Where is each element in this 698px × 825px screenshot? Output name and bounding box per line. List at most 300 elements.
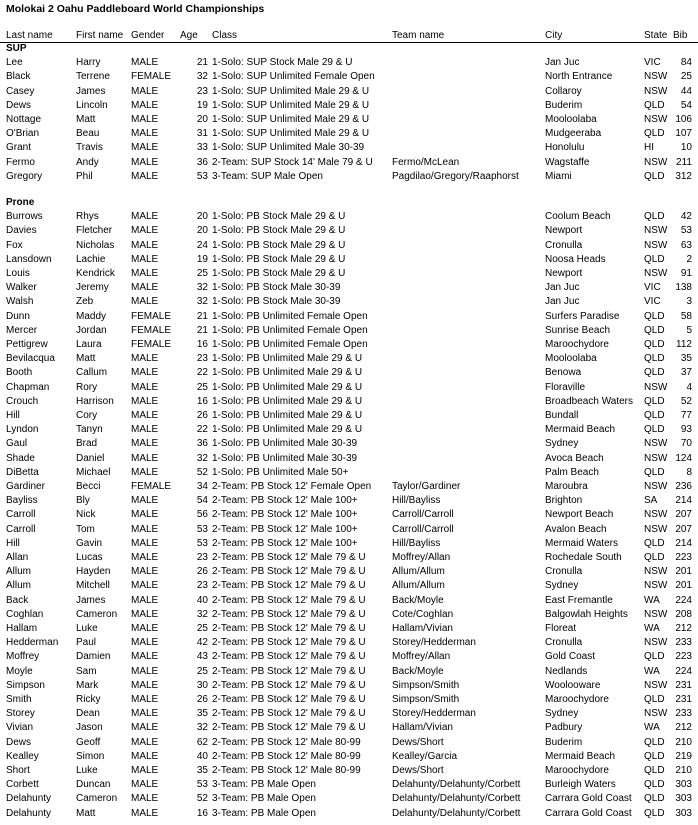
cell-city: Sydney xyxy=(545,438,579,450)
cell-city: Sydney xyxy=(545,708,579,720)
cell-city: Benowa xyxy=(545,367,582,379)
cell-last-name: Pettigrew xyxy=(6,339,48,350)
cell-gender: MALE xyxy=(131,452,159,464)
cell-class: 1-Solo: PB Stock Male 29 & U xyxy=(212,211,346,223)
cell-city: Cronulla xyxy=(545,566,583,578)
cell-age: 35 xyxy=(196,765,208,776)
table-row xyxy=(0,494,698,508)
cell-team-name: Delahunty/Delahunty/Corbett xyxy=(392,793,521,805)
cell-first-name: Jordan xyxy=(76,324,107,336)
table-row xyxy=(0,99,698,113)
cell-class: 1-Solo: PB Unlimited Male 29 & U xyxy=(212,395,363,407)
cell-state: VIC xyxy=(644,282,661,294)
cell-state: NSW xyxy=(644,509,668,521)
cell-last-name: Lansdown xyxy=(6,253,52,265)
cell-class: 3-Team: SUP Male Open xyxy=(212,170,323,182)
cell-class: 3-Team: PB Male Open xyxy=(212,807,316,819)
cell-team-name: Dews/Short xyxy=(392,736,444,748)
cell-last-name: Moffrey xyxy=(6,651,40,663)
cell-first-name: Matt xyxy=(76,114,96,125)
cell-state: NSW xyxy=(644,239,668,251)
cell-state: VIC xyxy=(644,296,661,308)
cell-first-name: Matt xyxy=(76,807,96,819)
cell-last-name: Crouch xyxy=(6,395,39,407)
cell-bib: 58 xyxy=(680,310,692,322)
table-row xyxy=(0,736,698,750)
cell-first-name: Duncan xyxy=(76,779,111,791)
cell-bib: 4 xyxy=(686,381,692,393)
cell-class: 3-Team: PB Male Open xyxy=(212,779,316,791)
cell-city: Carrara Gold Coast xyxy=(545,807,632,819)
cell-bib: 303 xyxy=(675,793,692,805)
cell-class: 1-Solo: PB Unlimited Male 29 & U xyxy=(212,410,363,421)
cell-last-name: Grant xyxy=(6,142,32,154)
table-row xyxy=(0,466,698,480)
cell-state: NSW xyxy=(644,708,668,720)
cell-state: NSW xyxy=(644,156,668,168)
cell-class: 2-Team: PB Stock 12' Male 100+ xyxy=(212,509,358,521)
cell-team-name: Simpson/Smith xyxy=(392,694,460,705)
table-row xyxy=(0,792,698,806)
cell-last-name: Fox xyxy=(6,239,23,251)
table-row xyxy=(0,281,698,295)
cell-age: 40 xyxy=(196,594,208,606)
cell-gender: MALE xyxy=(131,552,159,563)
cell-city: Mermaid Beach xyxy=(545,750,616,762)
cell-bib: 138 xyxy=(675,282,692,294)
cell-age: 16 xyxy=(196,339,208,350)
cell-first-name: Bly xyxy=(76,495,90,507)
table-row xyxy=(0,508,698,522)
cell-bib: 303 xyxy=(675,807,692,819)
cell-age: 25 xyxy=(196,623,208,634)
cell-bib: 214 xyxy=(675,537,692,549)
table-row xyxy=(0,267,698,281)
cell-state: NSW xyxy=(644,268,668,279)
table-row xyxy=(0,551,698,565)
cell-last-name: Carroll xyxy=(6,523,36,535)
table-row xyxy=(0,636,698,650)
cell-class: 1-Solo: SUP Unlimited Male 29 & U xyxy=(212,99,370,111)
cell-age: 32 xyxy=(196,282,208,294)
cell-city: Maroochydore xyxy=(545,694,609,705)
cell-first-name: Matt xyxy=(76,353,96,365)
cell-first-name: Michael xyxy=(76,466,111,478)
cell-class: 2-Team: PB Stock 12' Female Open xyxy=(212,481,372,492)
cell-city: Noosa Heads xyxy=(545,253,606,265)
table-row xyxy=(0,807,698,821)
cell-age: 30 xyxy=(196,679,208,691)
cell-first-name: Dean xyxy=(76,708,100,720)
table-row xyxy=(0,452,698,466)
cell-gender: MALE xyxy=(131,779,159,791)
cell-city: Brighton xyxy=(545,495,583,507)
table-row xyxy=(0,141,698,155)
cell-state: NSW xyxy=(644,679,668,691)
cell-first-name: Gavin xyxy=(76,537,103,549)
cell-bib: 303 xyxy=(675,779,692,791)
cell-bib: 5 xyxy=(686,324,692,336)
cell-age: 53 xyxy=(196,537,208,549)
cell-first-name: Mark xyxy=(76,679,99,691)
cell-first-name: Rory xyxy=(76,381,98,393)
cell-last-name: Gardiner xyxy=(6,481,45,492)
cell-first-name: Terrene xyxy=(76,71,110,83)
table-row xyxy=(0,156,698,170)
cell-age: 16 xyxy=(196,395,208,407)
cell-team-name: Taylor/Gardiner xyxy=(392,481,461,492)
cell-state: QLD xyxy=(644,253,665,265)
table-row xyxy=(0,113,698,127)
cell-city: Floraville xyxy=(545,381,586,393)
cell-state: VIC xyxy=(644,57,661,69)
cell-class: 2-Team: PB Stock 12' Male 79 & U xyxy=(212,694,366,705)
cell-class: 2-Team: PB Stock 12' Male 79 & U xyxy=(212,594,366,606)
table-row xyxy=(0,778,698,792)
cell-age: 32 xyxy=(196,608,208,620)
cell-first-name: Fletcher xyxy=(76,225,113,237)
cell-city: Cronulla xyxy=(545,239,583,251)
cell-age: 53 xyxy=(196,523,208,535)
cell-state: NSW xyxy=(644,580,668,592)
cell-class: 1-Solo: PB Stock Male 29 & U xyxy=(212,239,346,251)
cell-class: 2-Team: PB Stock 12' Male 79 & U xyxy=(212,665,366,677)
cell-first-name: Maddy xyxy=(76,310,107,322)
cell-gender: FEMALE xyxy=(131,339,172,350)
cell-gender: MALE xyxy=(131,509,159,521)
cell-last-name: Booth xyxy=(6,367,33,379)
cell-first-name: Nicholas xyxy=(76,239,115,251)
table-row xyxy=(0,579,698,593)
section-heading: SUP xyxy=(6,43,27,54)
cell-city: Jan Juc xyxy=(545,296,580,308)
cell-last-name: Delahunty xyxy=(6,807,52,819)
cell-bib: 52 xyxy=(680,395,692,407)
cell-age: 32 xyxy=(196,71,208,83)
table-row xyxy=(0,423,698,437)
table-row xyxy=(0,750,698,764)
cell-bib: 106 xyxy=(675,114,692,125)
cell-gender: MALE xyxy=(131,495,159,507)
cell-city: Broadbeach Waters xyxy=(545,395,634,407)
cell-age: 33 xyxy=(196,142,208,154)
cell-age: 26 xyxy=(196,566,208,578)
cell-team-name: Fermo/McLean xyxy=(392,156,460,168)
cell-first-name: Kendrick xyxy=(76,268,115,279)
cell-last-name: Black xyxy=(6,71,31,83)
table-row xyxy=(0,721,698,735)
cell-age: 43 xyxy=(196,651,208,663)
cell-city: Gold Coast xyxy=(545,651,596,663)
cell-bib: 208 xyxy=(675,608,692,620)
cell-first-name: Andy xyxy=(76,156,99,168)
cell-last-name: Smith xyxy=(6,694,32,705)
cell-last-name: Allum xyxy=(6,580,32,592)
cell-class: 2-Team: PB Stock 12' Male 79 & U xyxy=(212,608,366,620)
table-row xyxy=(0,127,698,141)
cell-gender: MALE xyxy=(131,170,159,182)
cell-city: Mermaid Waters xyxy=(545,537,618,549)
cell-first-name: Simon xyxy=(76,750,105,762)
cell-bib: 212 xyxy=(675,722,692,734)
cell-bib: 214 xyxy=(675,495,692,507)
cell-bib: 70 xyxy=(680,438,692,450)
cell-first-name: Hayden xyxy=(76,566,111,578)
cell-city: Sunrise Beach xyxy=(545,324,611,336)
cell-bib: 93 xyxy=(680,424,692,436)
cell-last-name: Hedderman xyxy=(6,637,59,649)
cell-last-name: Dews xyxy=(6,736,32,748)
cell-city: Avalon Beach xyxy=(545,523,607,535)
cell-state: SA xyxy=(644,495,658,507)
cell-first-name: Callum xyxy=(76,367,108,379)
cell-bib: 201 xyxy=(675,580,692,592)
cell-state: QLD xyxy=(644,807,665,819)
cell-state: QLD xyxy=(644,651,665,663)
cell-age: 53 xyxy=(196,779,208,791)
cell-gender: MALE xyxy=(131,807,159,819)
cell-bib: 231 xyxy=(675,679,692,691)
cell-class: 1-Solo: PB Unlimited Male 29 & U xyxy=(212,381,363,393)
cell-class: 1-Solo: SUP Unlimited Male 29 & U xyxy=(212,85,370,97)
cell-state: NSW xyxy=(644,566,668,578)
cell-city: Maroochydore xyxy=(545,339,609,350)
cell-first-name: Sam xyxy=(76,665,97,677)
cell-last-name: Chapman xyxy=(6,381,50,393)
cell-team-name: Pagdilao/Gregory/Raaphorst xyxy=(392,170,519,182)
cell-gender: MALE xyxy=(131,57,159,69)
cell-state: QLD xyxy=(644,353,665,365)
cell-city: Padbury xyxy=(545,722,583,734)
cell-gender: MALE xyxy=(131,523,159,535)
cell-team-name: Hill/Bayliss xyxy=(392,495,441,507)
cell-state: QLD xyxy=(644,779,665,791)
cell-age: 24 xyxy=(196,239,208,251)
cell-bib: 91 xyxy=(680,268,692,279)
cell-age: 21 xyxy=(196,310,208,322)
cell-class: 1-Solo: PB Stock Male 30-39 xyxy=(212,282,341,294)
cell-class: 1-Solo: PB Unlimited Male 30-39 xyxy=(212,452,358,464)
cell-gender: MALE xyxy=(131,594,159,606)
cell-class: 2-Team: PB Stock 12' Male 79 & U xyxy=(212,637,366,649)
cell-first-name: Tanyn xyxy=(76,424,103,436)
cell-first-name: Luke xyxy=(76,765,98,776)
cell-age: 26 xyxy=(196,694,208,705)
cell-age: 20 xyxy=(196,225,208,237)
cell-class: 1-Solo: PB Unlimited Female Open xyxy=(212,310,368,322)
cell-class: 2-Team: PB Stock 12' Male 79 & U xyxy=(212,566,366,578)
header-bib: Bib xyxy=(673,30,688,41)
cell-first-name: Lucas xyxy=(76,552,103,563)
cell-first-name: Lincoln xyxy=(76,99,108,111)
table-row xyxy=(0,764,698,778)
cell-last-name: Hill xyxy=(6,537,20,549)
cell-state: QLD xyxy=(644,750,665,762)
cell-bib: 219 xyxy=(675,750,692,762)
cell-last-name: Lee xyxy=(6,57,23,69)
cell-class: 2-Team: PB Stock 12' Male 79 & U xyxy=(212,552,366,563)
table-row xyxy=(0,338,698,352)
cell-bib: 312 xyxy=(675,170,692,182)
cell-city: Mooloolaba xyxy=(545,114,597,125)
cell-state: NSW xyxy=(644,608,668,620)
cell-state: QLD xyxy=(644,99,665,111)
cell-age: 56 xyxy=(196,509,208,521)
cell-gender: MALE xyxy=(131,651,159,663)
table-row xyxy=(0,210,698,224)
cell-gender: MALE xyxy=(131,537,159,549)
cell-last-name: Vivian xyxy=(6,722,34,734)
cell-class: 2-Team: PB Stock 12' Male 79 & U xyxy=(212,623,366,634)
cell-last-name: Moyle xyxy=(6,665,33,677)
cell-city: Floreat xyxy=(545,623,577,634)
cell-last-name: Hallam xyxy=(6,623,38,634)
page-title: Molokai 2 Oahu Paddleboard World Championships xyxy=(6,3,265,15)
cell-state: NSW xyxy=(644,381,668,393)
table-row xyxy=(0,366,698,380)
cell-state: NSW xyxy=(644,114,668,125)
cell-bib: 207 xyxy=(675,509,692,521)
table-row xyxy=(0,253,698,267)
cell-bib: 10 xyxy=(680,142,692,154)
cell-city: Burleigh Waters xyxy=(545,779,616,791)
table-row xyxy=(0,679,698,693)
cell-age: 52 xyxy=(196,793,208,805)
cell-state: WA xyxy=(644,623,660,634)
cell-gender: FEMALE xyxy=(131,324,172,336)
cell-last-name: Walsh xyxy=(6,296,34,308)
cell-first-name: James xyxy=(76,594,106,606)
cell-age: 52 xyxy=(196,466,208,478)
cell-age: 26 xyxy=(196,410,208,421)
cell-gender: MALE xyxy=(131,282,159,294)
cell-first-name: Brad xyxy=(76,438,98,450)
cell-class: 2-Team: PB Stock 12' Male 100+ xyxy=(212,523,358,535)
cell-gender: MALE xyxy=(131,694,159,705)
cell-first-name: Tom xyxy=(76,523,95,535)
cell-last-name: Back xyxy=(6,594,29,606)
cell-city: Rochedale South xyxy=(545,552,622,563)
header-last-name: Last name xyxy=(6,30,53,41)
cell-first-name: Laura xyxy=(76,339,102,350)
cell-gender: MALE xyxy=(131,367,159,379)
cell-last-name: Storey xyxy=(6,708,35,720)
cell-age: 22 xyxy=(196,367,208,379)
cell-state: NSW xyxy=(644,523,668,535)
cell-age: 25 xyxy=(196,665,208,677)
cell-city: North Entrance xyxy=(545,71,613,83)
cell-last-name: Louis xyxy=(6,268,30,279)
cell-first-name: Lachie xyxy=(76,253,106,265)
table-row xyxy=(0,70,698,84)
cell-team-name: Hallam/Vivian xyxy=(392,623,453,634)
cell-class: 2-Team: SUP Stock 14' Male 79 & U xyxy=(212,156,373,168)
cell-state: QLD xyxy=(644,424,665,436)
cell-state: QLD xyxy=(644,736,665,748)
cell-last-name: Allan xyxy=(6,552,29,563)
cell-last-name: Lyndon xyxy=(6,424,39,436)
cell-age: 32 xyxy=(196,452,208,464)
cell-state: QLD xyxy=(644,765,665,776)
cell-bib: 224 xyxy=(675,665,692,677)
header-state: State xyxy=(644,30,668,41)
cell-bib: 63 xyxy=(680,239,692,251)
cell-first-name: Becci xyxy=(76,481,101,492)
cell-class: 1-Solo: PB Unlimited Male 30-39 xyxy=(212,438,358,450)
table-row xyxy=(0,239,698,253)
cell-team-name: Simpson/Smith xyxy=(392,679,460,691)
cell-gender: MALE xyxy=(131,239,159,251)
header-city: City xyxy=(545,30,563,41)
table-row xyxy=(0,381,698,395)
cell-gender: MALE xyxy=(131,268,159,279)
cell-first-name: Luke xyxy=(76,623,98,634)
cell-age: 32 xyxy=(196,722,208,734)
table-row xyxy=(0,565,698,579)
cell-city: Honolulu xyxy=(545,142,585,154)
table-row xyxy=(0,324,698,338)
cell-bib: 223 xyxy=(675,651,692,663)
cell-class: 1-Solo: PB Stock Male 29 & U xyxy=(212,225,346,237)
cell-bib: 84 xyxy=(680,57,692,69)
cell-bib: 231 xyxy=(675,694,692,705)
cell-last-name: Short xyxy=(6,765,30,776)
cell-team-name: Hallam/Vivian xyxy=(392,722,453,734)
cell-bib: 107 xyxy=(675,128,692,140)
cell-gender: MALE xyxy=(131,566,159,578)
cell-state: WA xyxy=(644,722,660,734)
cell-age: 21 xyxy=(196,57,208,69)
cell-class: 1-Solo: PB Unlimited Male 29 & U xyxy=(212,424,363,436)
cell-bib: 223 xyxy=(675,552,692,563)
cell-state: NSW xyxy=(644,452,668,464)
cell-gender: MALE xyxy=(131,253,159,265)
header-age: Age xyxy=(180,30,198,41)
cell-city: Jan Juc xyxy=(545,282,580,294)
cell-gender: MALE xyxy=(131,225,159,237)
cell-age: 42 xyxy=(196,637,208,649)
cell-city: Coolum Beach xyxy=(545,211,611,223)
section-heading: Prone xyxy=(6,197,35,208)
table-row xyxy=(0,85,698,99)
cell-state: NSW xyxy=(644,225,668,237)
cell-first-name: Jeremy xyxy=(76,282,109,294)
cell-city: Buderim xyxy=(545,736,583,748)
cell-city: Bundall xyxy=(545,410,579,421)
cell-first-name: Harrison xyxy=(76,395,114,407)
cell-age: 19 xyxy=(196,99,208,111)
cell-bib: 201 xyxy=(675,566,692,578)
cell-team-name: Allum/Allum xyxy=(392,566,445,578)
cell-state: QLD xyxy=(644,410,665,421)
table-row xyxy=(0,693,698,707)
cell-team-name: Carroll/Carroll xyxy=(392,523,454,535)
cell-last-name: Davies xyxy=(6,225,37,237)
cell-gender: MALE xyxy=(131,296,159,308)
cell-city: Newport xyxy=(545,268,583,279)
cell-first-name: Cameron xyxy=(76,793,118,805)
table-row xyxy=(0,608,698,622)
cell-state: QLD xyxy=(644,324,665,336)
header-class: Class xyxy=(212,30,238,41)
cell-last-name: Fermo xyxy=(6,156,35,168)
cell-age: 20 xyxy=(196,211,208,223)
cell-last-name: Delahunty xyxy=(6,793,52,805)
cell-team-name: Moffrey/Allan xyxy=(392,552,451,563)
cell-gender: MALE xyxy=(131,424,159,436)
cell-state: QLD xyxy=(644,128,665,140)
cell-city: Sydney xyxy=(545,580,579,592)
